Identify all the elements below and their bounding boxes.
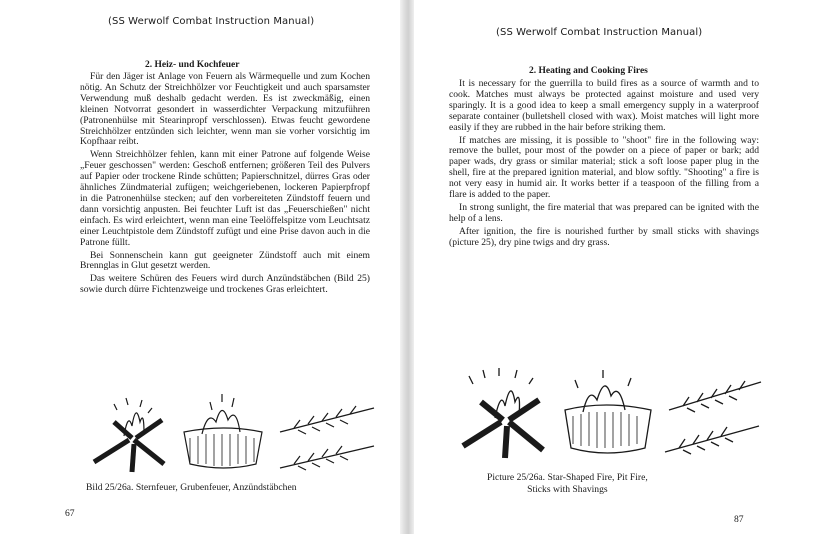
kindling-sticks-drawing bbox=[665, 381, 761, 454]
right-paragraph-1: It is necessary for the guerrilla to build fires as a source of warmth and to cook. Matches must always be protected against moisture and used very sparingly. It is a good idea to keep a small emergency supply in a waterproof separate container (bulletshell closed with wax). Moist matches will light more easily if they are rubbed in the hair before striking them. bbox=[449, 78, 759, 133]
book-gutter bbox=[400, 0, 414, 534]
right-paragraph-4: After ignition, the fire is nourished further by small sticks with shavings (picture 25), dry pine twigs and dry grass. bbox=[449, 225, 759, 248]
right-paragraph-3: In strong sunlight, the fire material that was prepared can be ignited with the help of a lens. bbox=[449, 201, 759, 224]
right-body-text bbox=[449, 79, 759, 249]
right-figure-caption bbox=[487, 472, 648, 496]
left-running-header: (SS Werwolf Combat Instruction Manual) bbox=[108, 16, 315, 27]
right-running-header: (SS Werwolf Combat Instruction Manual) bbox=[496, 27, 703, 38]
left-paragraph-2: Wenn Streichhölzer fehlen, kann mit einer Patrone auf folgende Weise „Feuer geschossen" werden: Geschoß entfernen; größeren Teil des Pulvers auf Papier oder trockene Rinde schütten; Papierschnitzel, dürres Gras oder ähnliches Zündmaterial zufügen; weichgeriebenen, lockeren Papierpfropf in die Patronenhülse stecken; auf den vorbereiteten Zündstoff feuern und dann vorsichtig anpusten. Bei feuchter Luft ist das „Feuerschießen" nicht einfach. Es wird erleichtert, wenn man eine Teelöffelspitze vom Leuchtsatz einer Leuchtpistole dem Zündstoff zufügt und eine Prise davon auch in die Patrone füllt. bbox=[80, 149, 370, 248]
right-section-title: 2. Heating and Cooking Fires bbox=[529, 66, 648, 76]
left-paragraph-4: Das weitere Schüren des Feuers wird durch Anzündstäbchen (Bild 25) sowie durch dürre Fichtenzweige und trockenes Gras erleichtert. bbox=[80, 273, 370, 296]
right-illustration bbox=[455, 366, 767, 464]
left-paragraph-3: Bei Sonnenschein kann gut geeigneter Zündstoff auch mit einem Brennglas in Glut gesetzt werden. bbox=[80, 249, 370, 272]
right-caption-line-2: Sticks with Shavings bbox=[527, 484, 608, 495]
left-paragraph-1: Für den Jäger ist Anlage von Feuern als Wärmequelle und zum Kochen nötig. An Schutz der Streichhölzer vor Feuchtigkeit und auch sparsamster Verwendung muß deshalb gedacht werden. Es ist zweckmäßig, einen kleinen Notvorrat gesondert in wasserdichter Verpackung mitzuführen (Patronenhülse mit Stearinpropf verschlossen). Etwas feucht gewordene Streichhölzer entzünden sich leichter, wenn man sie vorher vorsichtig im Kopfhaar reibt. bbox=[80, 71, 370, 148]
right-page-number: 87 bbox=[734, 514, 744, 525]
right-caption-line-1: Picture 25/26a. Star-Shaped Fire, Pit Fire, bbox=[487, 472, 648, 483]
left-section-title: 2. Heiz- und Kochfeuer bbox=[145, 60, 240, 70]
left-illustration bbox=[84, 392, 384, 478]
left-page-number: 67 bbox=[65, 508, 75, 519]
pit-fire-drawing bbox=[565, 370, 651, 453]
pit-fire-drawing bbox=[184, 394, 262, 468]
star-fire-drawing bbox=[94, 398, 164, 472]
right-paragraph-2: If matches are missing, it is possible to "shoot" fire in the following way: remove the bullet, pour most of the powder on a piece of paper or bark; add paper wads, dry grass or similar material; stick a soft loose paper plug in the shell, fire at the prepared ignition material, and blow softly. "Shooting" a fire is not very easy in humid air. It works better if a teaspoon of the filling from a flare is added to the paper. bbox=[449, 134, 759, 201]
kindling-sticks-drawing bbox=[280, 406, 374, 470]
left-body-text bbox=[80, 72, 370, 296]
left-figure-caption: Bild 25/26a. Sternfeuer, Grubenfeuer, Anzündstäbchen bbox=[86, 482, 297, 493]
star-fire-drawing bbox=[463, 368, 543, 458]
